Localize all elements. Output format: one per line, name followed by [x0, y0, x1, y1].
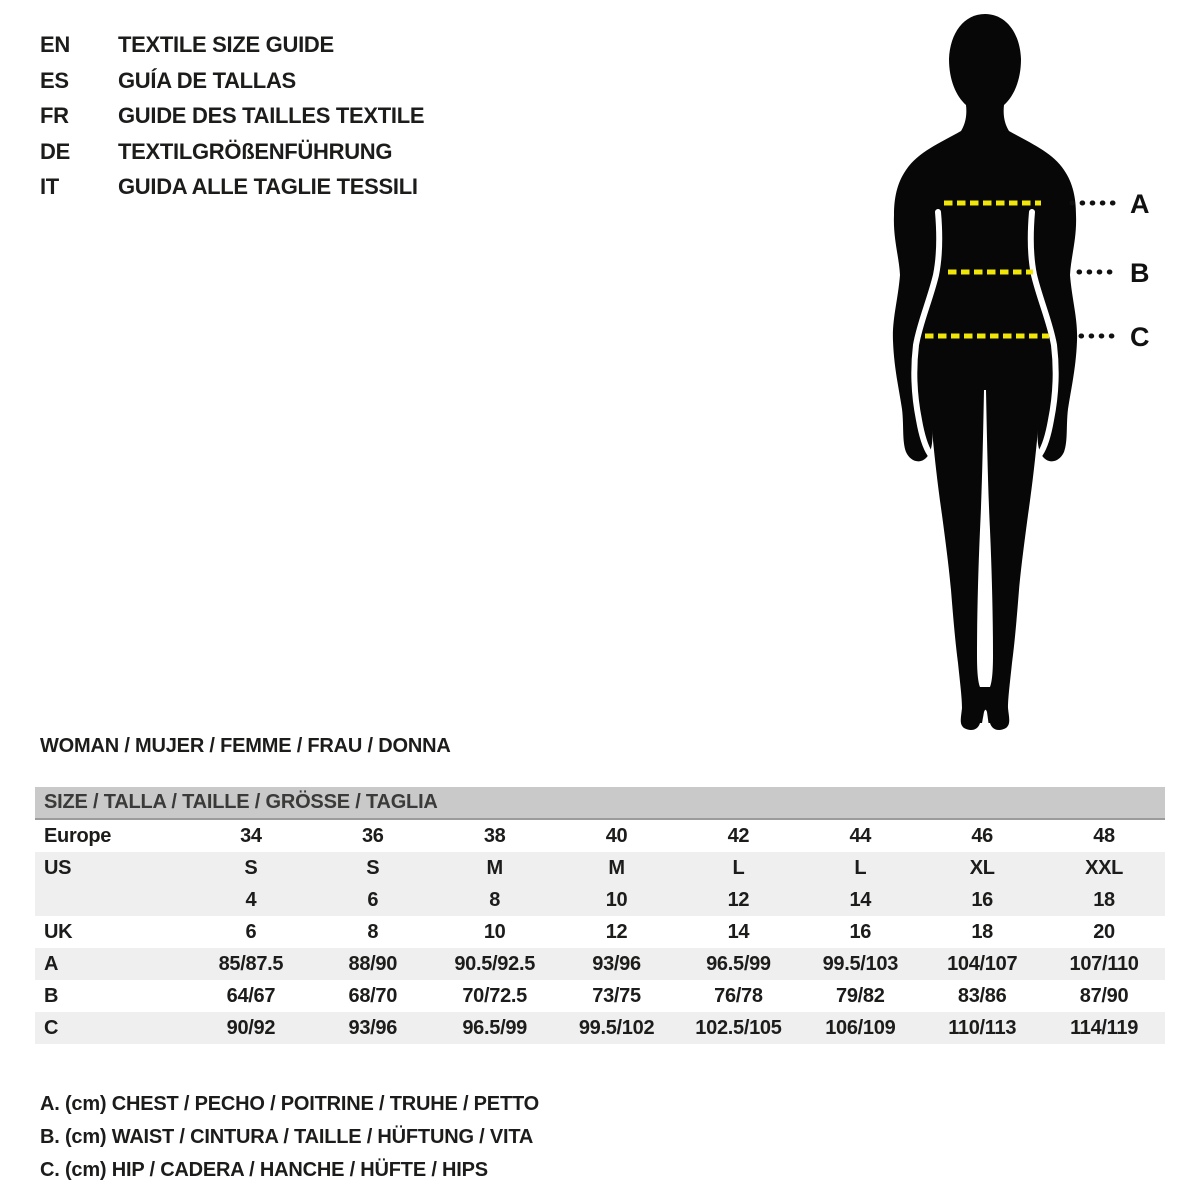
size-value: 83/86	[957, 985, 1007, 1007]
size-value: L	[854, 857, 867, 879]
size-value: 70/72.5	[462, 985, 527, 1007]
size-value: 18	[971, 921, 994, 943]
legend-chest: A. (cm) CHEST / PECHO / POITRINE / TRUHE / PETTO	[40, 1093, 539, 1115]
size-value: 18	[1093, 889, 1115, 911]
size-value: 10	[605, 889, 628, 911]
waist-label: B	[1130, 258, 1150, 288]
language-row	[40, 98, 424, 134]
row-label: UK	[44, 921, 73, 943]
size-value: 42	[727, 825, 750, 847]
size-value: M	[486, 857, 503, 879]
size-value: 79/82	[836, 985, 885, 1007]
size-table-body	[35, 820, 1165, 1044]
size-value: XXL	[1085, 857, 1124, 879]
size-value: 46	[971, 825, 994, 847]
row-label: B	[44, 985, 59, 1007]
row-label: US	[44, 857, 72, 879]
guide-title: GUIDE DES TAILLES TEXTILE	[118, 103, 425, 128]
guide-title: GUÍA DE TALLAS	[118, 67, 296, 93]
legend-hip: C. (cm) HIP / CADERA / HANCHE / HÜFTE / HIPS	[40, 1159, 488, 1181]
language-code: DE	[40, 138, 70, 164]
size-value: XL	[969, 857, 995, 879]
size-value: 76/78	[714, 985, 763, 1007]
size-value: S	[244, 857, 258, 879]
size-value: 16	[971, 889, 994, 911]
size-table	[35, 787, 1165, 1044]
size-value: 93/96	[348, 1017, 398, 1039]
row-label: A	[44, 953, 59, 975]
size-value: 99.5/102	[578, 1017, 655, 1039]
language-code: EN	[40, 32, 70, 57]
size-value: 73/75	[592, 985, 641, 1007]
hip-label: C	[1130, 322, 1150, 352]
size-value: 14	[849, 889, 872, 911]
size-value: 96.5/99	[462, 1017, 527, 1039]
size-value: 85/87.5	[218, 953, 284, 975]
size-value: 36	[361, 825, 384, 847]
size-value: 64/67	[226, 985, 276, 1007]
size-value: 14	[727, 921, 750, 943]
language-row	[40, 27, 424, 63]
guide-title: TEXTILE SIZE GUIDE	[118, 32, 334, 57]
size-value: 96.5/99	[706, 953, 771, 975]
size-value: 44	[849, 825, 872, 847]
language-code: IT	[40, 174, 59, 199]
chest-label: A	[1130, 189, 1150, 219]
size-value: 99.5/103	[822, 953, 899, 975]
size-value: 6	[367, 889, 379, 911]
size-value: 88/90	[348, 953, 398, 975]
size-value: S	[366, 857, 380, 879]
language-row	[40, 63, 424, 99]
size-value: 40	[605, 825, 628, 847]
language-code: ES	[40, 67, 69, 93]
table-row	[35, 1012, 1165, 1044]
size-value: 8	[367, 921, 379, 943]
size-value: 104/107	[947, 953, 1018, 975]
guide-title: TEXTILGRÖßENFÜHRUNG	[118, 138, 393, 164]
row-label: Europe	[44, 825, 112, 847]
size-value: 8	[489, 889, 501, 911]
size-value: 6	[245, 921, 257, 943]
size-value: 38	[483, 825, 506, 847]
language-title-list	[40, 27, 424, 205]
size-value: 16	[849, 921, 872, 943]
size-value: 4	[245, 889, 257, 911]
size-value: 90.5/92.5	[454, 953, 536, 975]
size-value: 106/109	[825, 1017, 896, 1039]
size-value: 93/96	[592, 953, 641, 975]
size-value: M	[608, 857, 625, 879]
table-row	[35, 852, 1165, 884]
row-label	[35, 884, 190, 916]
woman-silhouette-figure	[880, 0, 1180, 760]
measurement-legend	[40, 1088, 539, 1187]
size-value: 12	[727, 889, 750, 911]
table-row	[35, 916, 1165, 948]
section-title: WOMAN / MUJER / FEMME / FRAU / DONNA	[40, 735, 451, 757]
size-value: 34	[240, 825, 262, 847]
guide-title: GUIDA ALLE TAGLIE TESSILI	[118, 174, 418, 199]
size-value: 20	[1093, 921, 1115, 943]
row-label: C	[44, 1017, 59, 1039]
size-table-header: SIZE / TALLA / TAILLE / GRÖSSE / TAGLIA	[35, 787, 1165, 820]
size-value: 90/92	[226, 1017, 276, 1039]
size-value: L	[732, 857, 745, 879]
table-row	[35, 948, 1165, 980]
language-row	[40, 134, 424, 170]
language-row	[40, 169, 424, 205]
legend-waist: B. (cm) WAIST / CINTURA / TAILLE / HÜFTUNG / VITA	[40, 1126, 534, 1148]
size-value: 107/110	[1069, 953, 1139, 975]
table-row	[35, 884, 1165, 916]
size-value: 48	[1093, 825, 1115, 847]
size-value: 87/90	[1079, 985, 1129, 1007]
size-value: 102.5/105	[695, 1017, 782, 1039]
table-row	[35, 820, 1165, 852]
table-row	[35, 980, 1165, 1012]
size-value: 10	[483, 921, 506, 943]
size-value: 114/119	[1070, 1017, 1139, 1039]
size-value: 12	[605, 921, 628, 943]
language-code: FR	[40, 103, 69, 128]
size-value: 68/70	[348, 985, 398, 1007]
size-value: 110/113	[948, 1017, 1017, 1039]
